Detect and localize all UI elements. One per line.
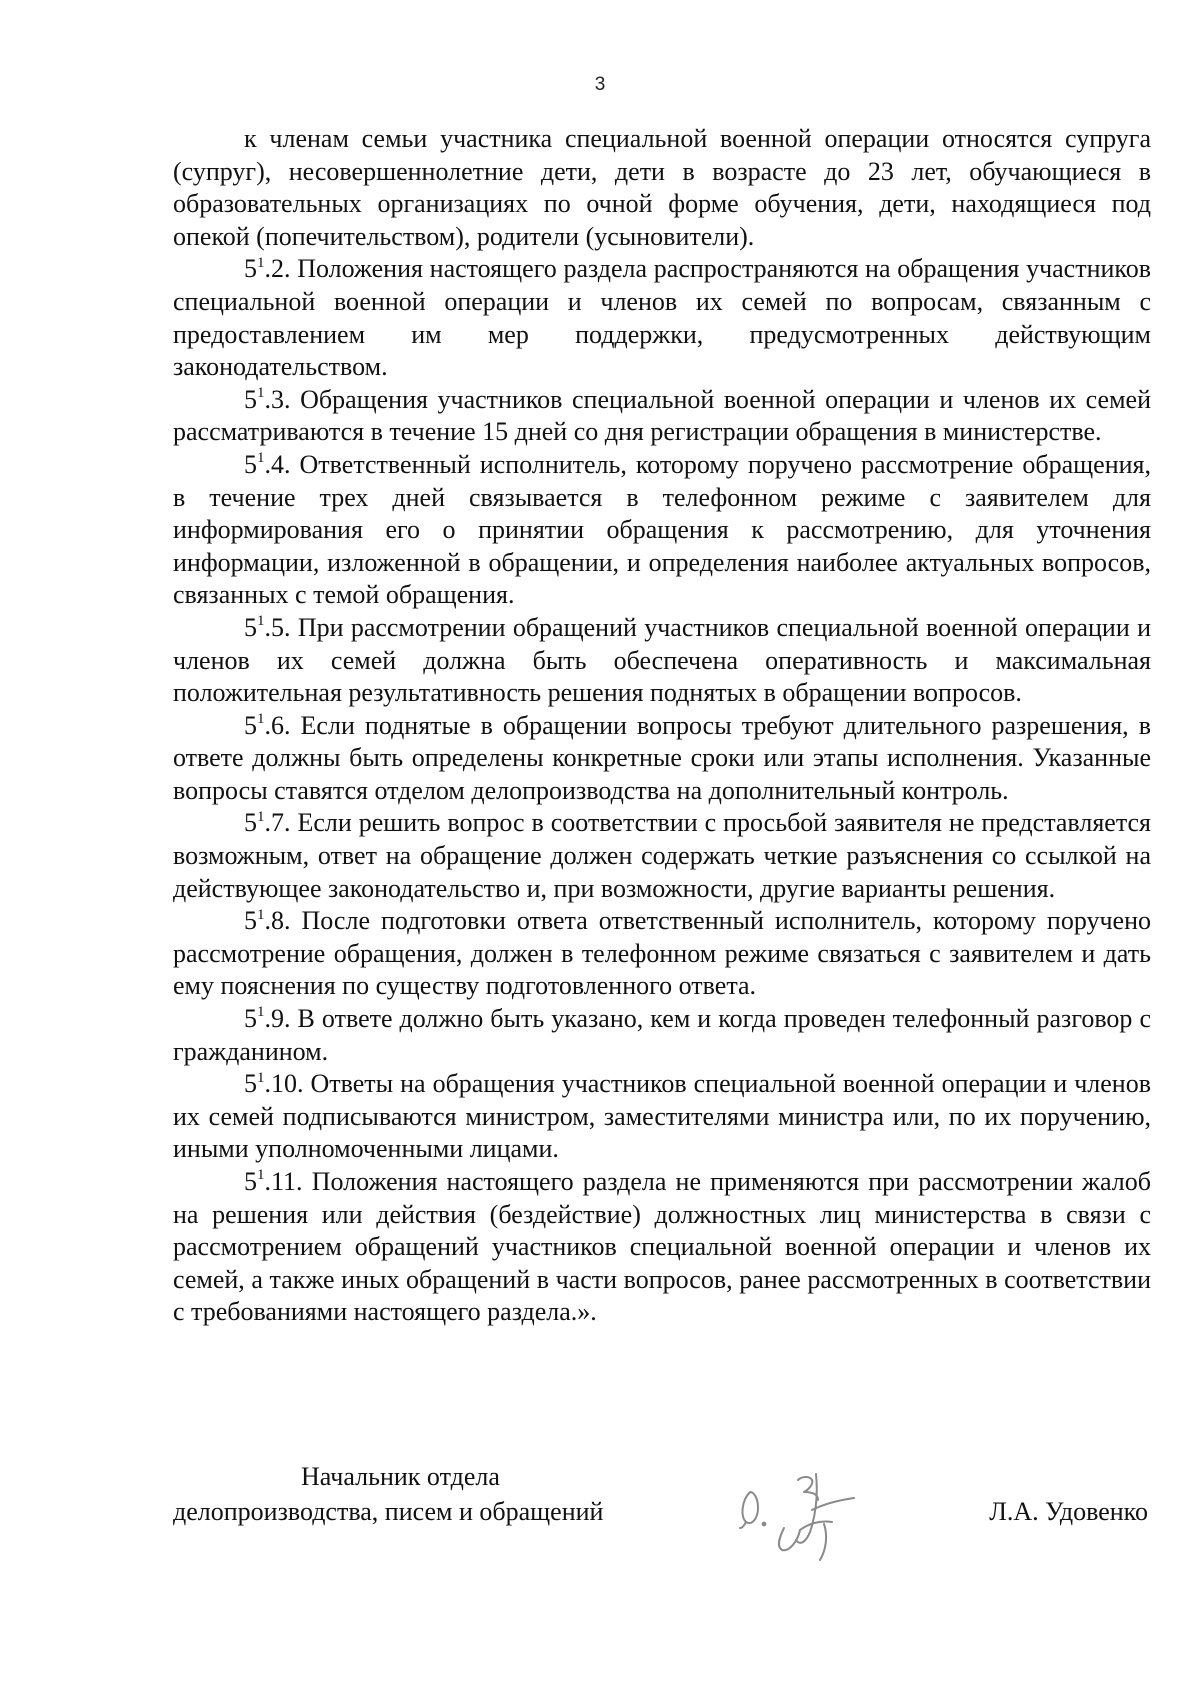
section-number: $5^1.9$. bbox=[244, 1004, 291, 1034]
section-text: После подготовки ответа ответственный исполнитель, которому поручено рассмотрение обращения, должен в телефонном режиме связаться с заявителем и дать ему пояснения по существу подготовленного ответа. bbox=[173, 906, 1152, 1001]
section-text: При рассмотрении обращений участников специальной военной операции и членов их семей должна быть обеспечена оперативность и максимальная положительная результативность решения поднятых в обращении вопросов. bbox=[173, 612, 1151, 708]
section-number: $5^1.6$. bbox=[244, 710, 291, 740]
section-text: В ответе должно быть указано, кем и когда проведен телефонный разговор с гражданином. bbox=[173, 1004, 1152, 1066]
section-number: $5^1.2$. bbox=[244, 254, 291, 284]
section-number: $5^1.5$. bbox=[244, 612, 291, 642]
section-text: Если решить вопрос в соответствии с просьбой заявителя не представляется возможным, ответ на обращение должен содержать четкие разъяснения со ссылкой на действующее законодательство и, при возможности, другие варианты решения. bbox=[173, 808, 1151, 903]
section-text: Положения настоящего раздела распространяются на обращения участников специальной военной операции и членов их семей по вопросам, связанным с предоставлением им мер поддержки, предусмотренных действующим законодательством. bbox=[173, 254, 1152, 382]
section-number: $5^1.4$. bbox=[244, 449, 291, 479]
section-number: $5^1.3$. bbox=[244, 384, 291, 414]
section-text: Если поднятые в обращении вопросы требуют длительного разрешения, в ответе должны быть определены конкретные сроки или этапы исполнения. Указанные вопросы ставятся отделом делопроизводства на дополнительный контроль. bbox=[173, 710, 1152, 805]
page-number: 3 bbox=[594, 74, 606, 95]
section-number: $5^1.8$. bbox=[244, 906, 291, 936]
section-number: $5^1.11$. bbox=[244, 1167, 303, 1196]
intro-paragraph: к членам семьи участника специальной военной операции относятся супруга (супруг), несовершеннолетние дети, дети в возрасте до 23 лет, обучающиеся в образовательных организациях по очной форме обучения, дети, находящиеся под опекой (попечительством), родители (усыновители). bbox=[173, 124, 1151, 251]
handwritten-signature-icon bbox=[728, 1470, 898, 1570]
signatory-name: Л.А. Удовенко bbox=[989, 1497, 1148, 1526]
section-text: Ответы на обращения участников специальной военной операции и членов их семей подписываются министром, заместителями министра или, по их поручению, иными уполномоченными лицами. bbox=[173, 1069, 1151, 1164]
section-number: $5^1.10$. bbox=[244, 1069, 304, 1099]
section-text: Ответственный исполнитель, которому поручено рассмотрение обращения, в течение трех дней связывается в телефонном режиме с заявителем для информирования его о принятии обращения к рассмотрению, для уточнения информации, изложенной в обращении, и определения наиболее актуальных вопросов, связанных с темой обращения. bbox=[173, 449, 1151, 610]
section-number: $5^1.7$. bbox=[244, 808, 291, 838]
signatory-title-line-1: Начальник отдела bbox=[301, 1462, 500, 1491]
section-text: Обращения участников специальной военной операции и членов их семей рассматриваются в течение 15 дней со дня регистрации обращения в министерстве. bbox=[173, 384, 1151, 447]
section-text: Положения настоящего раздела не применяются при рассмотрении жалоб на решения или действия (бездействие) должностных лиц министерства в связи с рассмотрением обращений участников специальной военной операции и членов их семей, а также иных обращений в части вопросов, ранее рассмотренных в соответствии с требованиями настоящего раздела.». bbox=[173, 1167, 1151, 1327]
signatory-title-line-2: делопроизводства, писем и обращений bbox=[173, 1497, 604, 1526]
